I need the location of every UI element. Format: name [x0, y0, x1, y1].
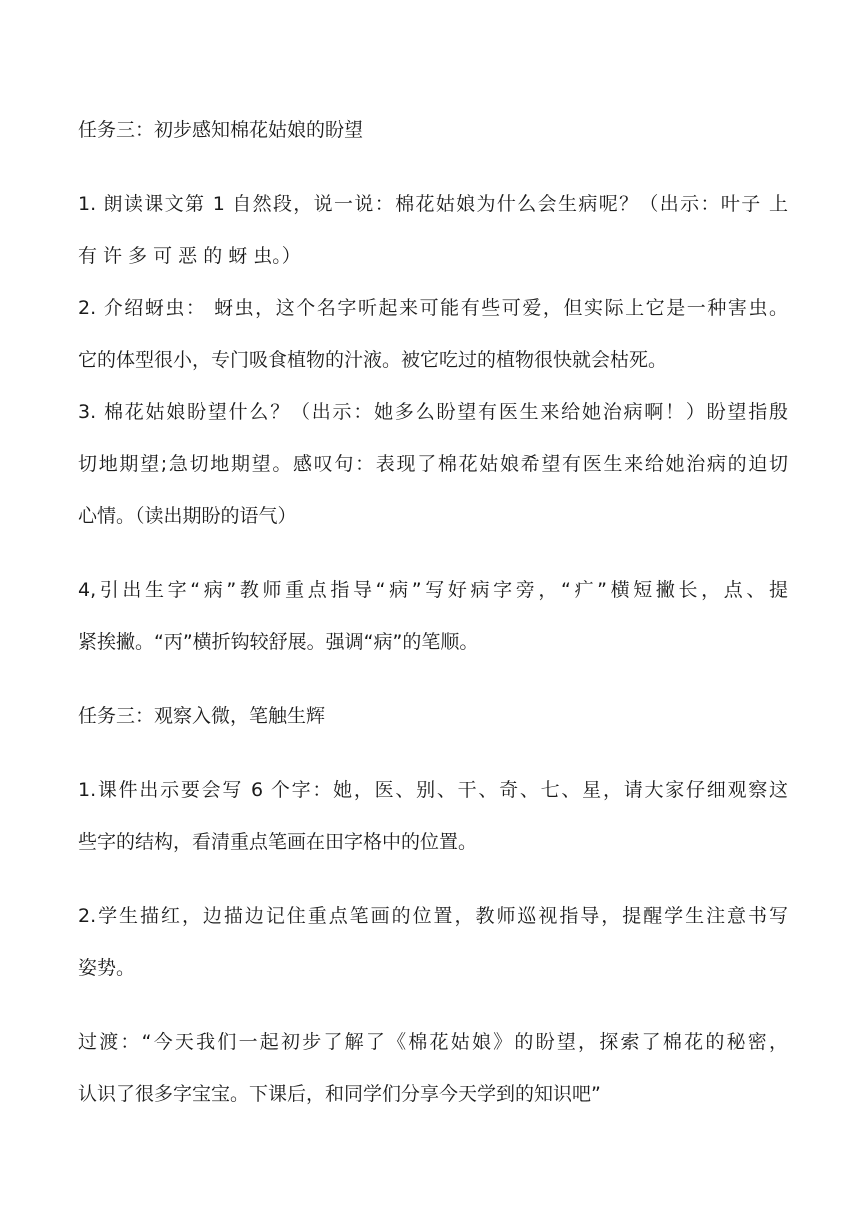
paragraph-line: 4,引出生字“病”教师重点指导“病”写好病字旁，“疒”横短撇长，点、提 [78, 579, 788, 601]
paragraph-line: 紧挨撇。“丙”横折钩较舒展。强调“病”的笔顺。 [78, 631, 479, 653]
paragraph-item-6 [78, 890, 788, 994]
document-body [78, 104, 788, 1120]
paragraph-line: 1.课件出示要会写 6 个字：她，医、别、干、奇、七、星，请大家仔细观察这 [78, 779, 788, 801]
paragraph-item-4 [78, 564, 788, 668]
paragraph-line: 些字的结构，看清重点笔画在田字格中的位置。 [78, 831, 478, 853]
paragraph-line: 心情。（读出期盼的语气） [78, 505, 297, 527]
paragraph-line: 认识了很多字宝宝。下课后，和同学们分享今天学到的知识吧” [78, 1083, 601, 1105]
section-heading-task3 [78, 104, 788, 156]
paragraph-line: 3. 棉花姑娘盼望什么？（出示：她多么盼望有医生来给她治病啊！）盼望指殷 [78, 401, 788, 423]
heading-text: 任务三：观察入微，笔触生辉 [78, 705, 326, 727]
paragraph-line: 过渡：“今天我们一起初步了解了《棉花姑娘》的盼望，探索了棉花的秘密， [78, 1031, 788, 1053]
heading-text: 任务三：初步感知棉花姑娘的盼望 [78, 119, 364, 141]
paragraph-line: 切地期望;急切地期望。感叹句：表现了棉花姑娘希望有医生来给她治病的迫切 [78, 453, 788, 475]
paragraph-transition [78, 1016, 788, 1120]
paragraph-line: 2. 介绍蚜虫： 蚜虫，这个名字听起来可能有些可爱，但实际上它是一种害虫。 [78, 297, 788, 319]
paragraph-line: 有 许 多 可 恶 的 蚜 虫。） [78, 245, 301, 267]
paragraph-line: 姿势。 [78, 957, 136, 979]
paragraph-item-1 [78, 178, 788, 282]
paragraph-item-3 [78, 386, 788, 542]
section-heading-task3-observe [78, 690, 788, 742]
paragraph-item-5 [78, 764, 788, 868]
paragraph-line: 1. 朗读课文第 1 自然段，说一说：棉花姑娘为什么会生病呢？（出示：叶子 上 [78, 193, 788, 215]
paragraph-item-2 [78, 282, 788, 386]
paragraph-line: 它的体型很小，专门吸食植物的汁液。被它吃过的植物很快就会枯死。 [78, 349, 668, 371]
paragraph-line: 2.学生描红，边描边记住重点笔画的位置，教师巡视指导，提醒学生注意书写 [78, 905, 788, 927]
